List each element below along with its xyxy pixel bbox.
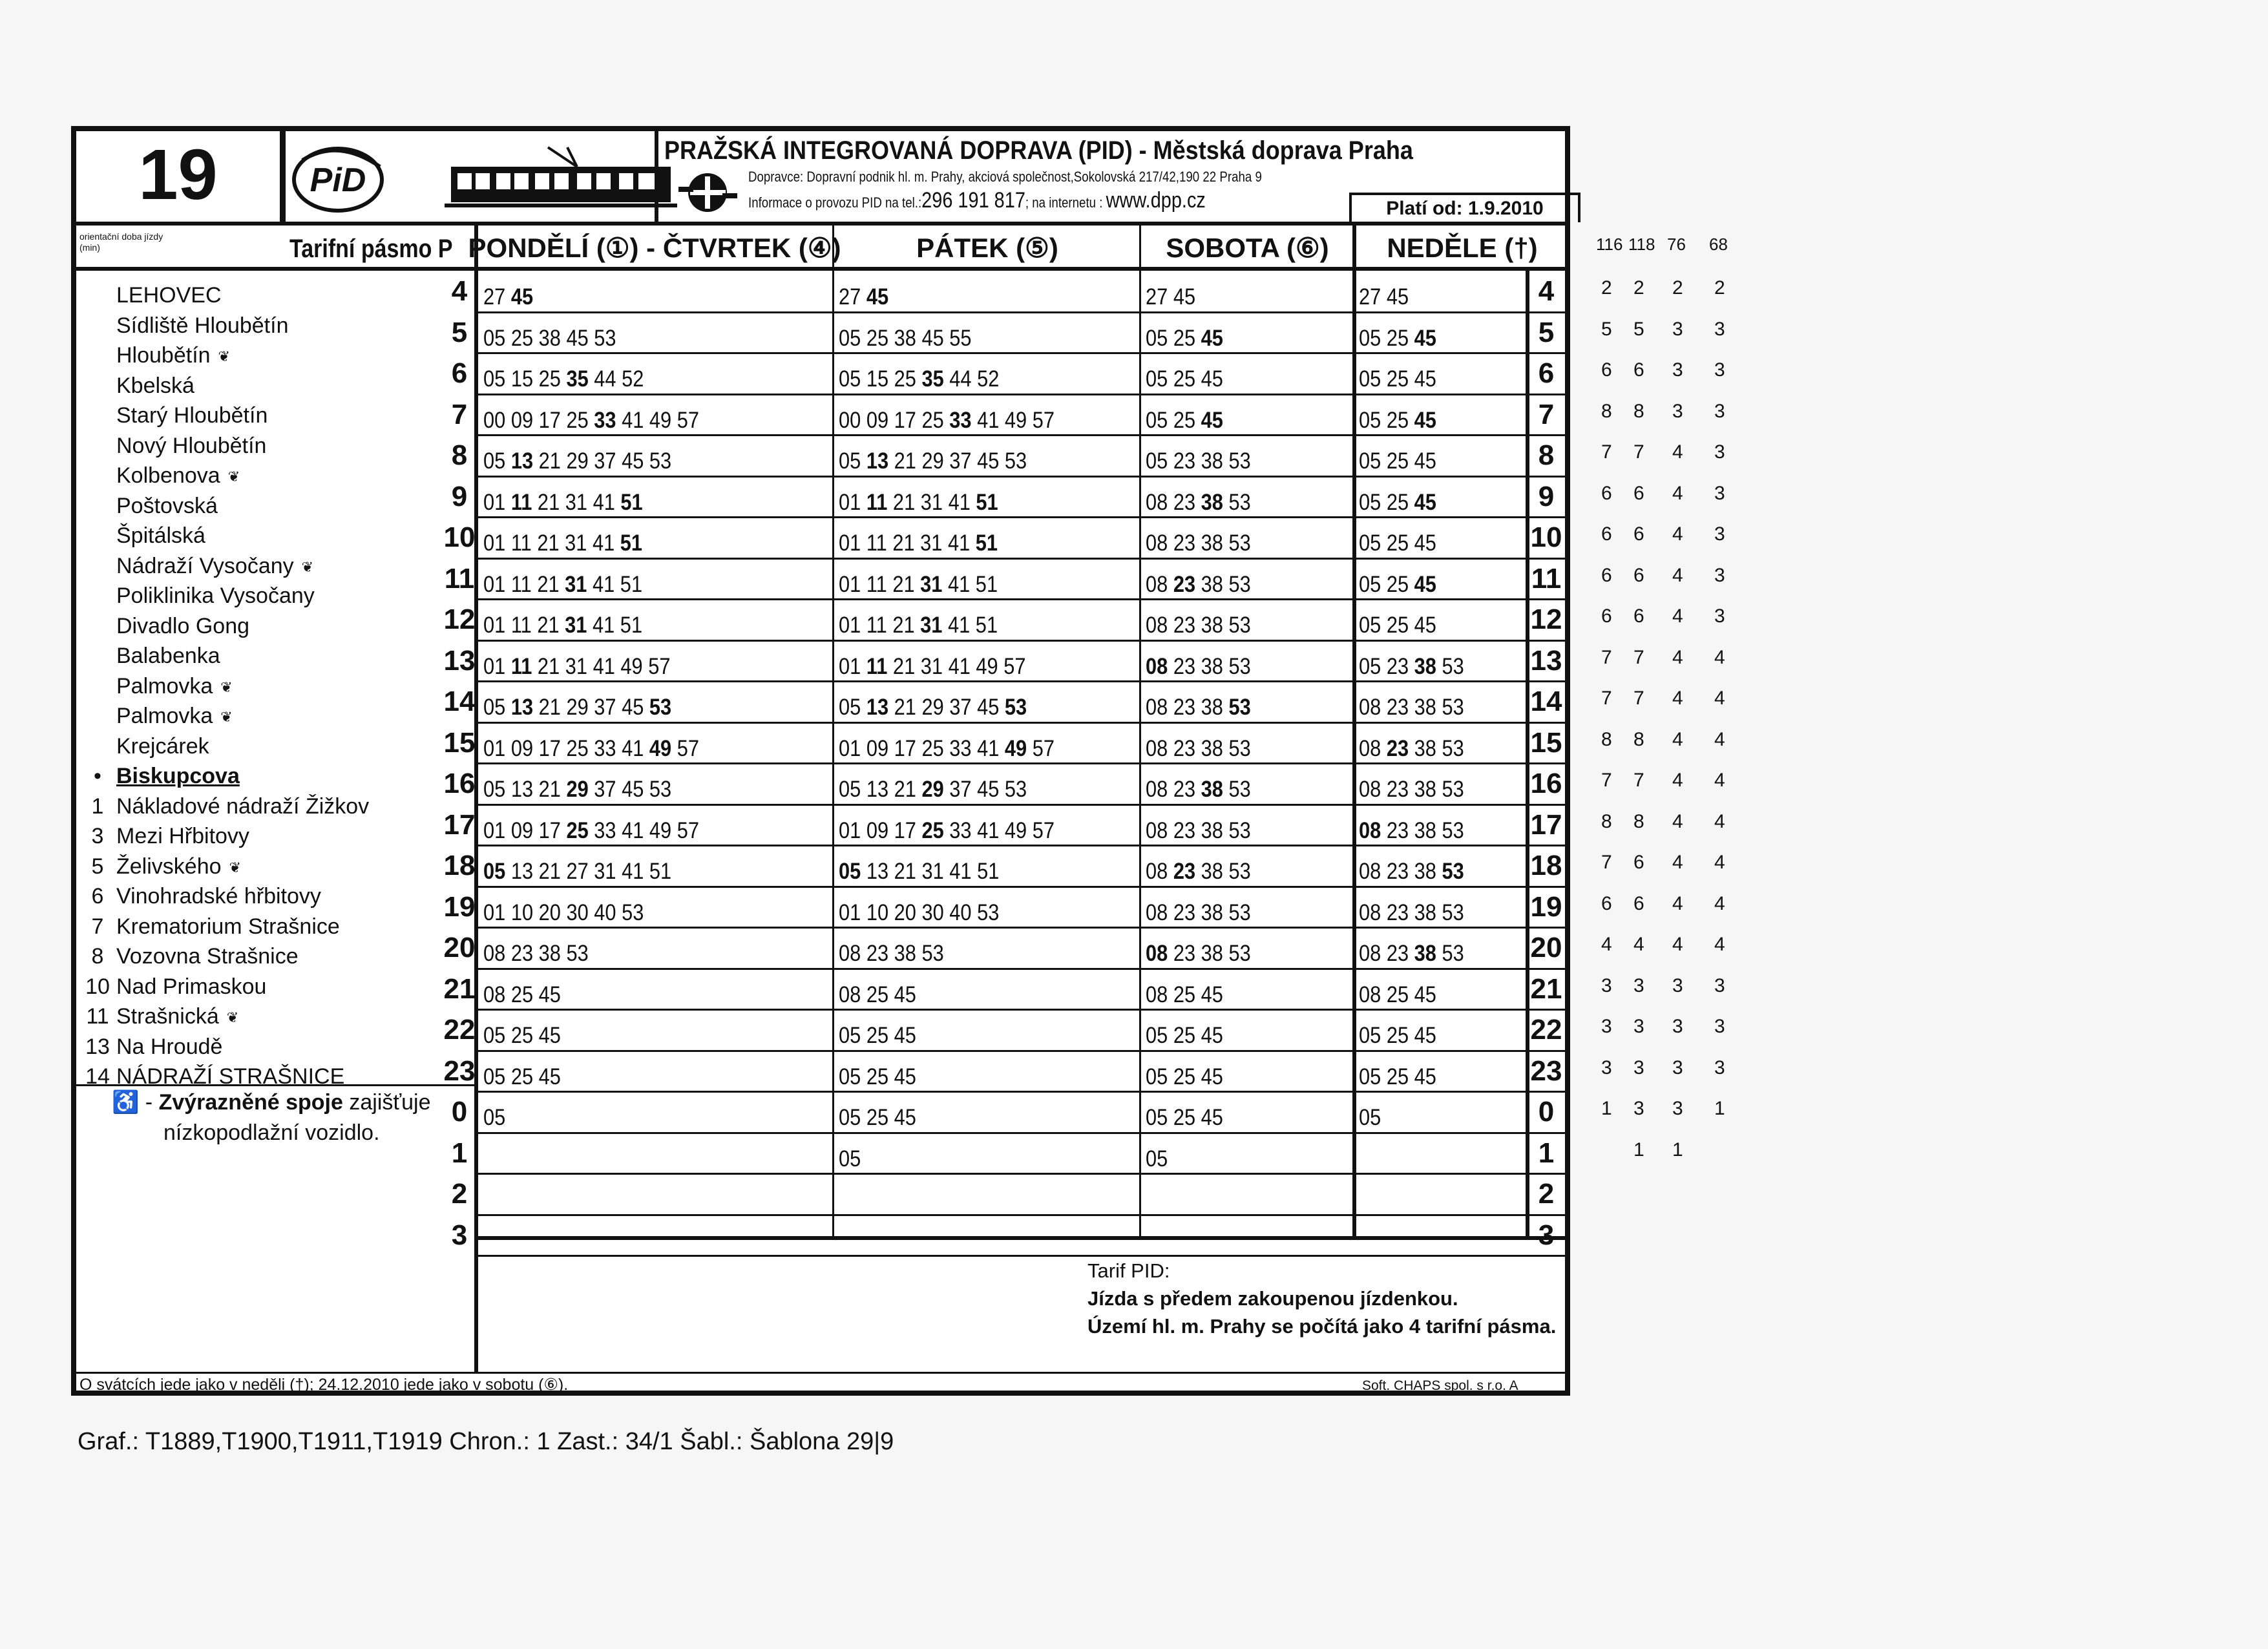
saturday-header: SOBOTA (⑥) bbox=[1166, 233, 1329, 263]
travel-time-value: 6 bbox=[1633, 359, 1644, 381]
weekday-departures: 01 11 21 31 41 51 bbox=[483, 489, 643, 515]
travel-time-value: 8 bbox=[1633, 400, 1644, 422]
saturday-departures: 08 23 38 53 bbox=[1146, 899, 1251, 925]
hour-label: 22 bbox=[1530, 1014, 1562, 1045]
saturday-departures: 08 23 38 53 bbox=[1146, 489, 1251, 515]
sunday-departures: 05 25 45 bbox=[1359, 325, 1436, 351]
stop-name: Špitálská bbox=[116, 523, 205, 548]
friday-departures: 05 13 21 29 37 45 53 bbox=[839, 695, 1027, 720]
hour-label: 18 bbox=[1530, 850, 1562, 881]
sunday-departures: 08 23 38 53 bbox=[1359, 859, 1464, 884]
travel-time-value: 4 bbox=[1672, 564, 1683, 586]
hour-label: 8 bbox=[1538, 439, 1555, 471]
travel-time-value: 8 bbox=[1601, 728, 1612, 750]
footer-info: Graf.: T1889,T1900,T1911,T1919 Chron.: 1 Zast.: 34/1 Šabl.: Šablona 29|9 bbox=[78, 1428, 894, 1455]
travel-time-value: 3 bbox=[1672, 318, 1683, 340]
stop-zone: 13 bbox=[85, 1034, 110, 1059]
travel-time-value: 3 bbox=[1714, 974, 1725, 996]
stop-name: Kolbenova bbox=[116, 463, 220, 488]
travel-time-value: 4 bbox=[1714, 810, 1725, 832]
travel-time-value: 3 bbox=[1672, 1098, 1683, 1119]
saturday-departures: 05 23 38 53 bbox=[1146, 448, 1251, 474]
sunday-departures: 08 23 38 53 bbox=[1359, 777, 1464, 802]
hour-label: 14 bbox=[1530, 686, 1562, 717]
stop-name: Nový Hloubětín bbox=[116, 433, 267, 458]
saturday-departures: 08 23 38 53 bbox=[1146, 571, 1251, 597]
friday-departures: 01 11 21 31 41 51 bbox=[839, 613, 998, 638]
hour-label: 10 bbox=[443, 521, 476, 553]
travel-time-header: orientační doba jízdy (min) bbox=[79, 231, 163, 253]
sunday-departures: 05 bbox=[1359, 1105, 1381, 1130]
line-number: 19 bbox=[138, 135, 218, 215]
hour-label: 2 bbox=[451, 1178, 468, 1210]
travel-time-value: 6 bbox=[1633, 564, 1644, 586]
hour-label: 13 bbox=[443, 644, 476, 677]
travel-time-value: 3 bbox=[1714, 523, 1725, 545]
sunday-departures: 05 25 45 bbox=[1359, 571, 1436, 597]
saturday-departures: 08 23 38 53 bbox=[1146, 859, 1251, 884]
friday-departures: 05 25 45 bbox=[839, 1105, 916, 1130]
weekday-departures: 05 bbox=[483, 1105, 506, 1130]
hour-label: 20 bbox=[443, 932, 476, 963]
stop-name: Starý Hloubětín bbox=[116, 403, 268, 428]
travel-time-value: 3 bbox=[1633, 1016, 1644, 1037]
travel-time-value: 6 bbox=[1633, 605, 1644, 627]
travel-time-value: 7 bbox=[1601, 852, 1612, 873]
weekday-departures: 01 09 17 25 33 41 49 57 bbox=[483, 735, 699, 761]
software-credit: Soft. CHAPS spol. s r.o. A bbox=[1362, 1378, 1518, 1393]
stop-name: Krejcárek bbox=[116, 733, 209, 759]
stop-zone: 5 bbox=[91, 854, 104, 879]
travel-time-value: 2 bbox=[1633, 277, 1644, 299]
travel-time-value: 3 bbox=[1714, 441, 1725, 463]
friday-departures: 05 13 21 29 37 45 53 bbox=[839, 777, 1027, 802]
stop-zone: 1 bbox=[91, 793, 104, 819]
hour-label: 18 bbox=[443, 850, 476, 881]
stop-name: Krematorium Strašnice bbox=[116, 914, 340, 939]
travel-time-value: 6 bbox=[1601, 359, 1612, 381]
transfer-icon: ❦ bbox=[220, 709, 233, 726]
weekday-departures: 05 25 45 bbox=[483, 1023, 561, 1048]
hour-label: 12 bbox=[1530, 604, 1562, 635]
stop-name: Nad Primaskou bbox=[116, 974, 267, 999]
hour-label: 13 bbox=[1530, 644, 1562, 677]
hour-label: 0 bbox=[1538, 1096, 1555, 1128]
weekday-departures: 05 13 21 29 37 45 53 bbox=[483, 448, 672, 474]
travel-time-value: 6 bbox=[1601, 892, 1612, 914]
stop-name: Balabenka bbox=[116, 644, 220, 668]
accessibility-note: ♿ - Zvýrazněné spoje zajišťuje nízkopodlažní vozidlo. bbox=[112, 1090, 431, 1145]
travel-time-value: 7 bbox=[1633, 770, 1644, 791]
travel-time-value: 4 bbox=[1672, 441, 1683, 463]
tariff-info: Tarif PID: Jízda s předem zakoupenou jízdenkou. Území hl. m. Prahy se počítá jako 4 tarifní pásma. bbox=[1087, 1259, 1557, 1338]
travel-time-value: 3 bbox=[1601, 1056, 1612, 1078]
hour-label: 20 bbox=[1530, 932, 1562, 963]
hour-label: 15 bbox=[443, 726, 476, 759]
travel-time-value: 3 bbox=[1672, 400, 1683, 422]
sunday-departures: 05 25 45 bbox=[1359, 1064, 1436, 1089]
travel-time-value: 6 bbox=[1633, 482, 1644, 504]
travel-time-value: 4 bbox=[1672, 934, 1683, 955]
friday-departures: 01 09 17 25 33 41 49 57 bbox=[839, 817, 1055, 843]
weekday-departures: 01 11 21 31 41 51 bbox=[483, 530, 643, 556]
friday-departures: 05 25 38 45 55 bbox=[839, 325, 972, 351]
stop-name: Želivského bbox=[116, 854, 222, 879]
sunday-departures: 08 25 45 bbox=[1359, 982, 1436, 1007]
friday-header: PÁTEK (⑤) bbox=[916, 233, 1058, 263]
hour-label: 1 bbox=[1538, 1137, 1555, 1169]
saturday-departures: 05 25 45 bbox=[1146, 407, 1223, 433]
timetable-sheet bbox=[71, 126, 1570, 1396]
travel-time-value: 3 bbox=[1672, 1016, 1683, 1037]
sunday-departures: 08 23 38 53 bbox=[1359, 735, 1464, 761]
hour-label: 6 bbox=[1538, 357, 1555, 389]
friday-departures: 01 09 17 25 33 41 49 57 bbox=[839, 735, 1055, 761]
holiday-note: O svátcích jede jako v neděli (†); 24.12.2010 jede jako v sobotu (⑥). bbox=[79, 1376, 569, 1394]
travel-time-value: 7 bbox=[1601, 688, 1612, 709]
travel-time-columns bbox=[1596, 229, 1764, 1199]
sunday-departures: 05 23 38 53 bbox=[1359, 653, 1464, 679]
friday-departures: 05 25 45 bbox=[839, 1064, 916, 1089]
travel-time-value: 4 bbox=[1601, 934, 1612, 955]
saturday-departures: 05 bbox=[1146, 1146, 1168, 1171]
header-title: PRAŽSKÁ INTEGROVANÁ DOPRAVA (PID) - Městská doprava Praha bbox=[664, 136, 1413, 165]
saturday-departures: 05 25 45 bbox=[1146, 1105, 1223, 1130]
friday-departures: 05 13 21 31 41 51 bbox=[839, 859, 1000, 884]
friday-departures: 01 11 21 31 41 51 bbox=[839, 489, 998, 515]
transfer-icon: ❦ bbox=[227, 468, 240, 485]
saturday-departures: 08 25 45 bbox=[1146, 982, 1223, 1007]
friday-departures: 05 13 21 29 37 45 53 bbox=[839, 448, 1027, 474]
travel-time-value: 3 bbox=[1633, 974, 1644, 996]
hour-label: 0 bbox=[451, 1096, 468, 1128]
weekday-departures: 08 23 38 53 bbox=[483, 941, 589, 966]
travel-time-value: 5 bbox=[1601, 318, 1612, 340]
transfer-icon: ❦ bbox=[218, 348, 230, 365]
weekday-departures: 08 25 45 bbox=[483, 982, 561, 1007]
travel-time-value: 3 bbox=[1672, 359, 1683, 381]
stop-name: Kbelská bbox=[116, 373, 194, 398]
travel-time-value: 8 bbox=[1633, 810, 1644, 832]
hour-label: 11 bbox=[444, 562, 475, 594]
friday-departures: 05 25 45 bbox=[839, 1023, 916, 1048]
sunday-departures: 05 25 45 bbox=[1359, 407, 1436, 433]
travel-time-value: 1 bbox=[1672, 1139, 1683, 1161]
friday-departures: 00 09 17 25 33 41 49 57 bbox=[839, 407, 1055, 433]
hour-label: 4 bbox=[1538, 275, 1555, 307]
travel-time-value: 6 bbox=[1601, 523, 1612, 545]
weekday-departures: 05 13 21 27 31 41 51 bbox=[483, 859, 672, 884]
stop-zone: 6 bbox=[91, 884, 104, 909]
saturday-departures: 08 23 38 53 bbox=[1146, 817, 1251, 843]
hour-label: 16 bbox=[1530, 768, 1562, 799]
weekday-departures: 05 25 38 45 53 bbox=[483, 325, 616, 351]
friday-departures: 01 10 20 30 40 53 bbox=[839, 899, 1000, 925]
travel-time-value: 4 bbox=[1714, 934, 1725, 955]
carrier-info: Dopravce: Dopravní podnik hl. m. Prahy, akciová společnost,Sokolovská 217/42,190 22 Praha 9 bbox=[748, 169, 1262, 185]
hour-label: 23 bbox=[1530, 1055, 1562, 1087]
travel-time-value: 1 bbox=[1601, 1098, 1612, 1119]
travel-time-value: 4 bbox=[1714, 892, 1725, 914]
travel-time-value: 4 bbox=[1714, 770, 1725, 791]
weekday-departures: 01 11 21 31 41 49 57 bbox=[483, 653, 671, 679]
stop-zone: 8 bbox=[91, 944, 104, 969]
travel-time-value: 8 bbox=[1601, 810, 1612, 832]
transfer-icon: ❦ bbox=[229, 859, 241, 876]
travel-time-value: 4 bbox=[1672, 892, 1683, 914]
hour-label: 2 bbox=[1538, 1178, 1555, 1210]
travel-time-value: 6 bbox=[1633, 852, 1644, 873]
hour-label: 11 bbox=[1531, 562, 1562, 594]
stop-name: Nákladové nádraží Žižkov bbox=[116, 793, 370, 819]
stop-name: Biskupcova bbox=[116, 764, 240, 788]
hour-label: 7 bbox=[1538, 398, 1555, 430]
stop-name: NÁDRAŽÍ STRAŠNICE bbox=[116, 1064, 345, 1089]
saturday-departures: 05 25 45 bbox=[1146, 1064, 1223, 1089]
stop-name: Poštovská bbox=[116, 493, 218, 518]
sunday-departures: 05 25 45 bbox=[1359, 530, 1436, 556]
stop-name: Palmovka bbox=[116, 673, 213, 698]
hour-label: 17 bbox=[1530, 808, 1562, 841]
saturday-departures: 08 23 38 53 bbox=[1146, 695, 1251, 720]
travel-time-value: 3 bbox=[1714, 400, 1725, 422]
side-column-header: 76 bbox=[1667, 235, 1686, 254]
hour-label: 9 bbox=[1538, 480, 1555, 512]
sunday-departures: 05 25 45 bbox=[1359, 366, 1436, 392]
hour-label: 9 bbox=[451, 480, 468, 512]
saturday-departures: 05 25 45 bbox=[1146, 325, 1223, 351]
travel-time-value: 6 bbox=[1601, 605, 1612, 627]
friday-departures: 01 11 21 31 41 49 57 bbox=[839, 653, 1026, 679]
hour-label: 14 bbox=[443, 686, 476, 717]
travel-time-value: 4 bbox=[1672, 728, 1683, 750]
stop-zone: • bbox=[94, 764, 101, 788]
stop-name: Palmovka bbox=[116, 704, 213, 728]
saturday-departures: 08 23 38 53 bbox=[1146, 613, 1251, 638]
weekday-header: PONDĚLÍ (①) - ČTVRTEK (④) bbox=[468, 233, 841, 263]
svg-text:PiD: PiD bbox=[310, 162, 366, 199]
hour-label: 5 bbox=[1538, 316, 1555, 348]
travel-time-value: 4 bbox=[1714, 728, 1725, 750]
stop-name: Mezi Hřbitovy bbox=[116, 824, 249, 848]
hour-label: 10 bbox=[1530, 521, 1562, 553]
travel-time-value: 5 bbox=[1633, 318, 1644, 340]
sunday-departures: 05 25 45 bbox=[1359, 1023, 1436, 1048]
hour-label: 4 bbox=[451, 275, 468, 307]
travel-time-value: 4 bbox=[1672, 646, 1683, 668]
travel-time-value: 1 bbox=[1714, 1098, 1725, 1119]
travel-time-value: 7 bbox=[1633, 646, 1644, 668]
saturday-departures: 08 23 38 53 bbox=[1146, 530, 1251, 556]
transfer-icon: ❦ bbox=[226, 1009, 239, 1026]
stop-name: Sídliště Hloubětín bbox=[116, 313, 289, 338]
stop-name: Na Hroudě bbox=[116, 1034, 223, 1059]
stop-zone: 7 bbox=[91, 914, 104, 939]
sunday-departures: 05 25 45 bbox=[1359, 489, 1436, 515]
hour-label: 8 bbox=[451, 439, 468, 471]
stop-name: Hloubětín bbox=[116, 343, 211, 368]
stop-name: Vinohradské hřbitovy bbox=[116, 884, 321, 909]
saturday-departures: 08 23 38 53 bbox=[1146, 777, 1251, 802]
travel-time-value: 7 bbox=[1633, 688, 1644, 709]
friday-departures: 01 11 21 31 41 51 bbox=[839, 571, 998, 597]
saturday-departures: 08 23 38 53 bbox=[1146, 941, 1251, 966]
transfer-icon: ❦ bbox=[220, 678, 233, 695]
friday-departures: 08 23 38 53 bbox=[839, 941, 944, 966]
travel-time-value: 2 bbox=[1601, 277, 1612, 299]
travel-time-value: 6 bbox=[1633, 523, 1644, 545]
hour-label: 21 bbox=[443, 972, 476, 1005]
website: www.dpp.cz bbox=[1106, 188, 1206, 213]
phone-number: 296 191 817 bbox=[921, 188, 1025, 213]
travel-time-value: 6 bbox=[1601, 564, 1612, 586]
travel-time-value: 4 bbox=[1633, 934, 1644, 955]
travel-time-value: 4 bbox=[1672, 605, 1683, 627]
hour-label: 15 bbox=[1530, 726, 1562, 759]
sunday-departures: 08 23 38 53 bbox=[1359, 899, 1464, 925]
travel-time-value: 8 bbox=[1633, 728, 1644, 750]
friday-departures: 05 15 25 35 44 52 bbox=[839, 366, 1000, 392]
travel-time-value: 4 bbox=[1714, 852, 1725, 873]
saturday-departures: 05 25 45 bbox=[1146, 1023, 1223, 1048]
side-column-header: 118 bbox=[1628, 235, 1655, 254]
travel-time-value: 3 bbox=[1633, 1098, 1644, 1119]
weekday-departures: 05 15 25 35 44 52 bbox=[483, 366, 644, 392]
weekday-departures: 05 13 21 29 37 45 53 bbox=[483, 695, 672, 720]
side-column-header: 116 bbox=[1596, 235, 1623, 254]
travel-time-value: 3 bbox=[1714, 605, 1725, 627]
travel-time-value: 4 bbox=[1672, 688, 1683, 709]
travel-time-value: 7 bbox=[1633, 441, 1644, 463]
travel-time-value: 7 bbox=[1601, 770, 1612, 791]
travel-time-value: 3 bbox=[1714, 1056, 1725, 1078]
travel-time-value: 4 bbox=[1714, 688, 1725, 709]
sunday-departures: 08 23 38 53 bbox=[1359, 695, 1464, 720]
saturday-departures: 27 45 bbox=[1146, 284, 1196, 310]
friday-departures: 05 bbox=[839, 1146, 861, 1171]
hour-label: 7 bbox=[451, 398, 468, 430]
travel-time-value: 6 bbox=[1633, 892, 1644, 914]
stop-name: Nádraží Vysočany bbox=[116, 553, 294, 578]
travel-time-value: 1 bbox=[1633, 1139, 1644, 1161]
travel-time-value: 7 bbox=[1601, 646, 1612, 668]
stop-name: Strašnická bbox=[116, 1004, 219, 1029]
travel-time-value: 6 bbox=[1601, 482, 1612, 504]
valid-from: Platí od: 1.9.2010 bbox=[1349, 193, 1580, 222]
weekday-departures: 05 25 45 bbox=[483, 1064, 561, 1089]
travel-time-value: 3 bbox=[1672, 1056, 1683, 1078]
hour-label: 1 bbox=[451, 1137, 468, 1169]
friday-departures: 27 45 bbox=[839, 284, 889, 310]
transfer-icon: ❦ bbox=[301, 558, 314, 575]
sunday-departures: 05 25 45 bbox=[1359, 448, 1436, 474]
weekday-departures: 01 11 21 31 41 51 bbox=[483, 571, 643, 597]
travel-time-value: 2 bbox=[1672, 277, 1683, 299]
travel-time-value: 3 bbox=[1714, 318, 1725, 340]
hour-label: 5 bbox=[451, 316, 468, 348]
weekday-departures: 05 13 21 29 37 45 53 bbox=[483, 777, 672, 802]
friday-departures: 08 25 45 bbox=[839, 982, 916, 1007]
tariff-zone-header: Tarifní pásmo P bbox=[289, 235, 453, 263]
stop-zone: 11 bbox=[86, 1004, 109, 1029]
weekday-departures: 01 10 20 30 40 53 bbox=[483, 899, 644, 925]
contact-info: Informace o provozu PID na tel.:296 191 817; na internetu : www.dpp.cz bbox=[748, 188, 1206, 213]
travel-time-value: 3 bbox=[1714, 1016, 1725, 1037]
weekday-departures: 01 09 17 25 33 41 49 57 bbox=[483, 817, 699, 843]
travel-time-value: 3 bbox=[1714, 359, 1725, 381]
stop-zone: 14 bbox=[85, 1064, 110, 1089]
hour-label: 22 bbox=[443, 1014, 476, 1045]
sunday-departures: 08 23 38 53 bbox=[1359, 817, 1464, 843]
stop-name: Poliklinika Vysočany bbox=[116, 583, 315, 608]
travel-time-value: 4 bbox=[1672, 770, 1683, 791]
saturday-departures: 08 23 38 53 bbox=[1146, 735, 1251, 761]
saturday-departures: 05 25 45 bbox=[1146, 366, 1223, 392]
saturday-departures: 08 23 38 53 bbox=[1146, 653, 1251, 679]
travel-time-value: 4 bbox=[1672, 852, 1683, 873]
hour-label: 3 bbox=[1538, 1219, 1555, 1251]
hour-label: 23 bbox=[443, 1055, 476, 1087]
weekday-departures: 27 45 bbox=[483, 284, 534, 310]
hour-label: 12 bbox=[443, 604, 476, 635]
hour-label: 21 bbox=[1530, 972, 1562, 1005]
hour-label: 19 bbox=[443, 890, 476, 923]
travel-time-value: 3 bbox=[1601, 974, 1612, 996]
stop-name: Vozovna Strašnice bbox=[116, 944, 299, 969]
travel-time-value: 2 bbox=[1714, 277, 1725, 299]
weekday-departures: 00 09 17 25 33 41 49 57 bbox=[483, 407, 699, 433]
travel-time-value: 3 bbox=[1601, 1016, 1612, 1037]
stop-zone: 3 bbox=[91, 824, 104, 848]
travel-time-value: 7 bbox=[1601, 441, 1612, 463]
hour-label: 6 bbox=[451, 357, 468, 389]
travel-time-value: 3 bbox=[1714, 482, 1725, 504]
stop-name: LEHOVEC bbox=[116, 283, 222, 308]
travel-time-value: 3 bbox=[1672, 974, 1683, 996]
hour-label: 3 bbox=[451, 1219, 468, 1251]
stop-zone: 10 bbox=[85, 974, 110, 999]
sunday-departures: 27 45 bbox=[1359, 284, 1409, 310]
timetable-grid bbox=[76, 131, 1569, 1251]
travel-time-value: 4 bbox=[1672, 482, 1683, 504]
friday-departures: 01 11 21 31 41 51 bbox=[839, 530, 998, 556]
travel-time-value: 8 bbox=[1601, 400, 1612, 422]
weekday-departures: 01 11 21 31 41 51 bbox=[483, 613, 643, 638]
travel-time-value: 3 bbox=[1714, 564, 1725, 586]
sunday-departures: 05 25 45 bbox=[1359, 613, 1436, 638]
sunday-header: NEDĚLE (†) bbox=[1387, 232, 1538, 263]
travel-time-value: 4 bbox=[1672, 810, 1683, 832]
travel-time-value: 3 bbox=[1633, 1056, 1644, 1078]
hour-label: 17 bbox=[443, 808, 476, 841]
hour-label: 19 bbox=[1530, 890, 1562, 923]
side-column-header: 68 bbox=[1709, 235, 1728, 254]
hour-label: 16 bbox=[443, 768, 476, 799]
travel-time-value: 4 bbox=[1714, 646, 1725, 668]
stop-name: Divadlo Gong bbox=[116, 613, 250, 638]
travel-time-value: 4 bbox=[1672, 523, 1683, 545]
wheelchair-icon: ♿ bbox=[112, 1090, 140, 1115]
sunday-departures: 08 23 38 53 bbox=[1359, 941, 1464, 966]
